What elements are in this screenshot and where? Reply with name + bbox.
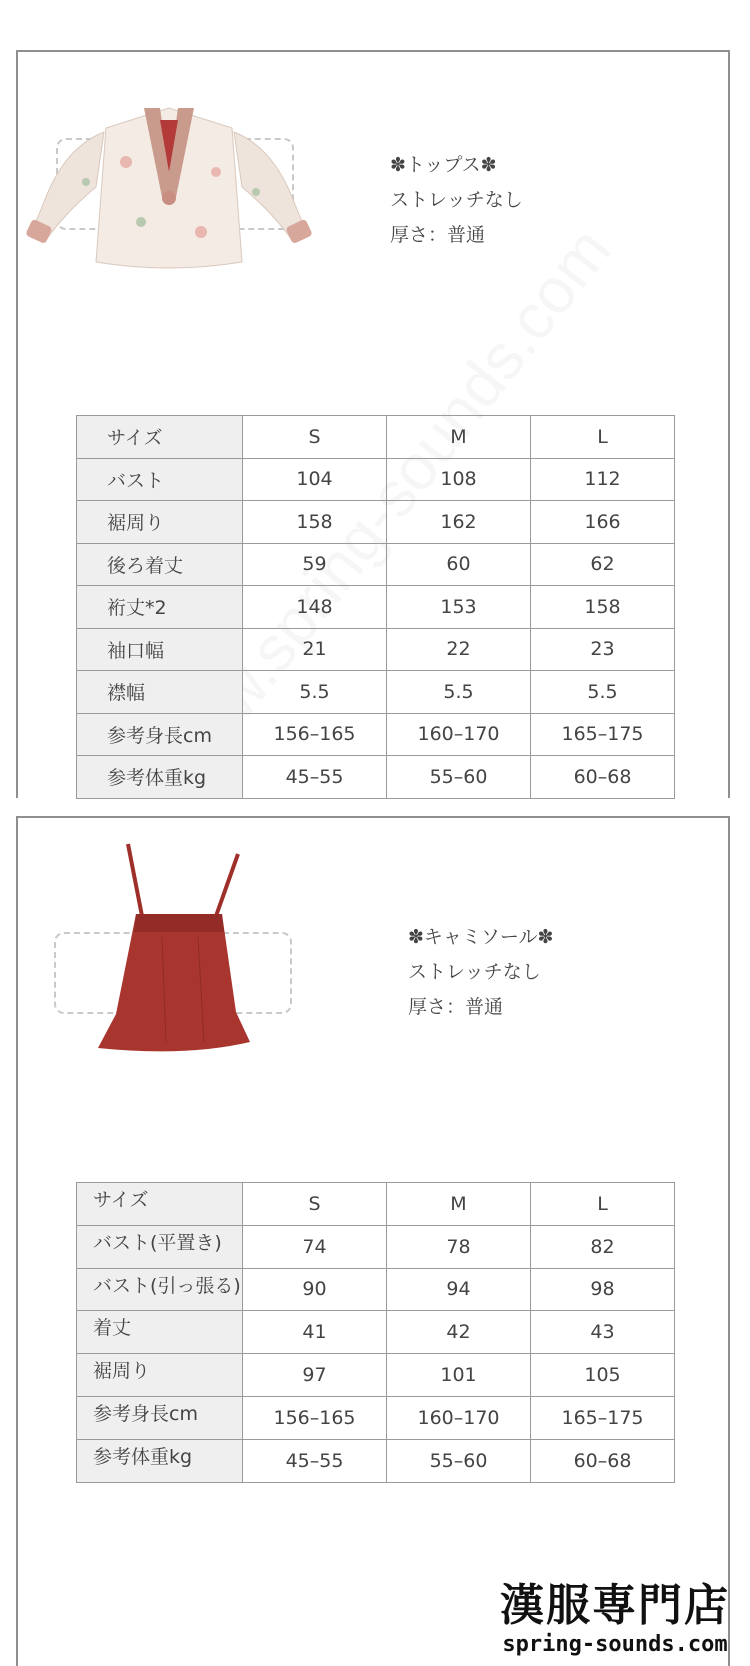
table-cell: 166 — [531, 501, 675, 544]
table-cell: 参考体重kg — [77, 756, 243, 799]
product-title: ✽トップス✽ — [390, 154, 497, 176]
table-cell: 82 — [531, 1225, 675, 1268]
table-cell: 5.5 — [243, 671, 387, 714]
table-cell: 60–68 — [531, 1439, 675, 1482]
table-cell: 裾周り — [77, 1354, 243, 1397]
brand-url: spring-sounds.com — [502, 1632, 728, 1657]
table-cell: 後ろ着丈 — [77, 543, 243, 586]
table-cell: 参考身長cm — [77, 1396, 243, 1439]
table-cell: M — [387, 416, 531, 459]
table-cell: 60–68 — [531, 756, 675, 799]
table-cell: S — [243, 416, 387, 459]
table-cell: 襟幅 — [77, 671, 243, 714]
table-cell: 160–170 — [387, 1396, 531, 1439]
table-row — [77, 1396, 675, 1439]
table-cell: 41 — [243, 1311, 387, 1354]
table-cell: バスト(引っ張る) — [77, 1268, 243, 1311]
table-cell: 156–165 — [243, 713, 387, 756]
table-cell: 105 — [531, 1354, 675, 1397]
table-cell: 5.5 — [387, 671, 531, 714]
stretch-info: ストレッチなし — [390, 189, 523, 211]
table-row — [77, 501, 675, 544]
table-cell: 78 — [387, 1225, 531, 1268]
size-table-camisole — [76, 1182, 675, 1483]
table-cell: 94 — [387, 1268, 531, 1311]
table-cell: サイズ — [77, 1183, 243, 1226]
table-cell: 153 — [387, 586, 531, 629]
table-row — [77, 1439, 675, 1482]
table-cell: 101 — [387, 1354, 531, 1397]
product-description — [408, 920, 553, 1025]
table-cell: 112 — [531, 458, 675, 501]
table-cell: 160–170 — [387, 713, 531, 756]
table-header-row — [77, 416, 675, 459]
table-cell: 62 — [531, 543, 675, 586]
table-cell: 165–175 — [531, 713, 675, 756]
table-row — [77, 1311, 675, 1354]
table-cell: 158 — [531, 586, 675, 629]
table-cell: バスト — [77, 458, 243, 501]
table-cell: 裄丈*2 — [77, 586, 243, 629]
table-row — [77, 1354, 675, 1397]
table-cell: S — [243, 1183, 387, 1226]
table-cell: サイズ — [77, 416, 243, 459]
table-cell: 42 — [387, 1311, 531, 1354]
table-cell: 59 — [243, 543, 387, 586]
table-cell: 参考体重kg — [77, 1439, 243, 1482]
table-cell: 97 — [243, 1354, 387, 1397]
camisole-image — [86, 842, 276, 1072]
thickness-info: 厚さ：普通 — [390, 224, 486, 246]
table-cell: 74 — [243, 1225, 387, 1268]
table-cell: 158 — [243, 501, 387, 544]
table-cell: 55–60 — [387, 756, 531, 799]
table-cell: 60 — [387, 543, 531, 586]
table-row — [77, 458, 675, 501]
brand-name: 漢服専門店 — [500, 1580, 730, 1631]
table-cell: 43 — [531, 1311, 675, 1354]
table-row — [77, 1268, 675, 1311]
table-cell: 104 — [243, 458, 387, 501]
product-title: ✽キャミソール✽ — [408, 926, 554, 948]
size-table-top — [76, 415, 675, 799]
table-cell: L — [531, 1183, 675, 1226]
table-cell: L — [531, 416, 675, 459]
table-cell: 98 — [531, 1268, 675, 1311]
table-cell: 裾周り — [77, 501, 243, 544]
table-cell: バスト(平置き) — [77, 1225, 243, 1268]
table-cell: 5.5 — [531, 671, 675, 714]
table-cell: 45–55 — [243, 756, 387, 799]
table-header-row — [77, 1183, 675, 1226]
table-cell: 参考身長cm — [77, 713, 243, 756]
table-row — [77, 543, 675, 586]
table-row — [77, 756, 675, 799]
table-row — [77, 586, 675, 629]
table-cell: 袖口幅 — [77, 628, 243, 671]
table-row — [77, 671, 675, 714]
table-cell: 148 — [243, 586, 387, 629]
thickness-info: 厚さ：普通 — [408, 996, 504, 1018]
table-row — [77, 713, 675, 756]
table-cell: 45–55 — [243, 1439, 387, 1482]
table-cell: 着丈 — [77, 1311, 243, 1354]
stretch-info: ストレッチなし — [408, 961, 541, 983]
product-description — [390, 148, 523, 253]
jacket-image — [26, 102, 312, 272]
table-row — [77, 628, 675, 671]
table-cell: 108 — [387, 458, 531, 501]
table-cell: M — [387, 1183, 531, 1226]
table-cell: 23 — [531, 628, 675, 671]
table-cell: 162 — [387, 501, 531, 544]
table-cell: 156–165 — [243, 1396, 387, 1439]
table-cell: 165–175 — [531, 1396, 675, 1439]
brand-logo — [500, 1580, 730, 1658]
table-cell: 55–60 — [387, 1439, 531, 1482]
table-cell: 90 — [243, 1268, 387, 1311]
table-row — [77, 1225, 675, 1268]
table-cell: 22 — [387, 628, 531, 671]
table-cell: 21 — [243, 628, 387, 671]
